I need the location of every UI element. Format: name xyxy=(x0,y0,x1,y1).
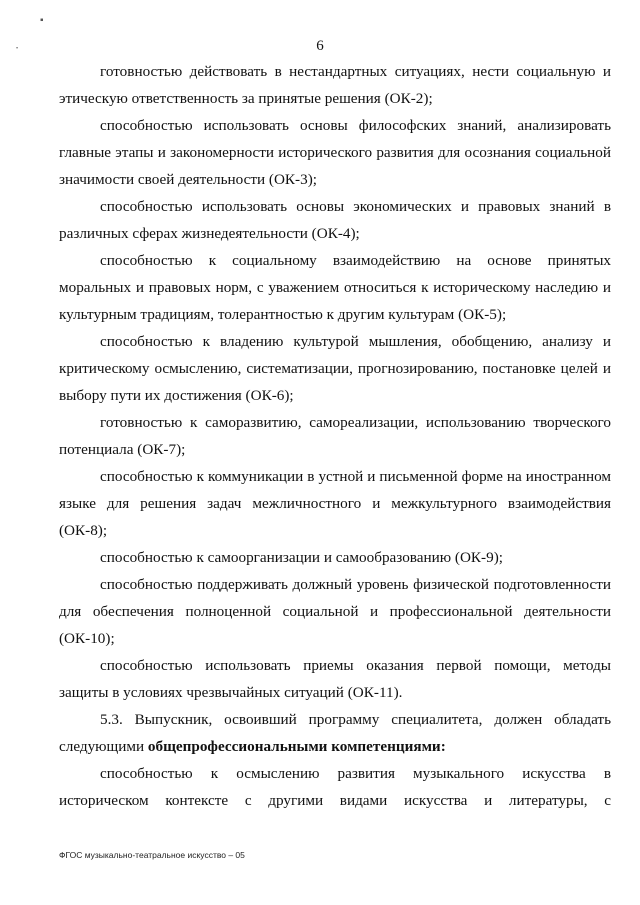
paragraph-ok-4: способностью использовать основы экономических и правовых знаний в различных сферах жизнедеятельности (ОК-4); xyxy=(59,198,611,242)
page-number: 6 xyxy=(316,38,324,54)
footer-note: ФГОС музыкально-театральное искусство – 05 xyxy=(59,850,245,860)
paragraph-ok-7: готовностью к саморазвитию, самореализации, использованию творческого потенциала (ОК-7); xyxy=(59,414,611,458)
paragraph-ok-10: способностью поддерживать должный уровень физической подготовленности для обеспечения полноценной социальной и профессиональной деятельности (ОК-10); xyxy=(59,576,611,647)
section-5-3-text: 5.3. Выпускник, освоивший программу специалитета, должен обладать следующими xyxy=(59,711,611,755)
section-5-3-colon: : xyxy=(440,738,446,755)
paragraph-ok-6: способностью к владению культурой мышления, обобщению, анализу и критическому осмыслению, систематизации, прогнозированию, постановке целей и выбору пути их достижения (ОК-6); xyxy=(59,333,611,404)
section-5-3-bold: общепрофессиональными компетенциями xyxy=(147,738,441,755)
paragraph-ok-2: готовностью действовать в нестандартных ситуациях, нести социальную и этическую ответственность за принятые решения (ОК-2); xyxy=(59,63,611,107)
paragraph-ok-8: способностью к коммуникации в устной и письменной форме на иностранном языке для решения задач межличностного и межкультурного взаимодействия (ОК-8); xyxy=(59,468,611,539)
paragraph-ok-5: способностью к социальному взаимодействию на основе принятых моральных и правовых норм, с уважением относиться к историческому наследию и культурным традициям, толерантностью к другим культурам (ОК-5); xyxy=(59,252,611,323)
section-5-3 xyxy=(59,706,611,760)
paragraph-ok-3: способностью использовать основы философских знаний, анализировать главные этапы и закономерности исторического развития для осознания социальной значимости своей деятельности (ОК-3); xyxy=(59,117,611,188)
scan-dot: • xyxy=(16,46,19,52)
scan-mark: ▪ xyxy=(40,15,44,26)
paragraph-ok-11: способностью использовать приемы оказания первой помощи, методы защиты в условиях чрезвычайных ситуаций (ОК-11). xyxy=(59,657,611,701)
document-body xyxy=(59,58,611,814)
paragraph-ok-9: способностью к самоорганизации и самообразованию (ОК-9); xyxy=(100,549,503,566)
paragraph-opk-1: способностью к осмыслению развития музыкального искусства в историческом контексте с другими видами искусства и литературы, с xyxy=(59,765,611,809)
